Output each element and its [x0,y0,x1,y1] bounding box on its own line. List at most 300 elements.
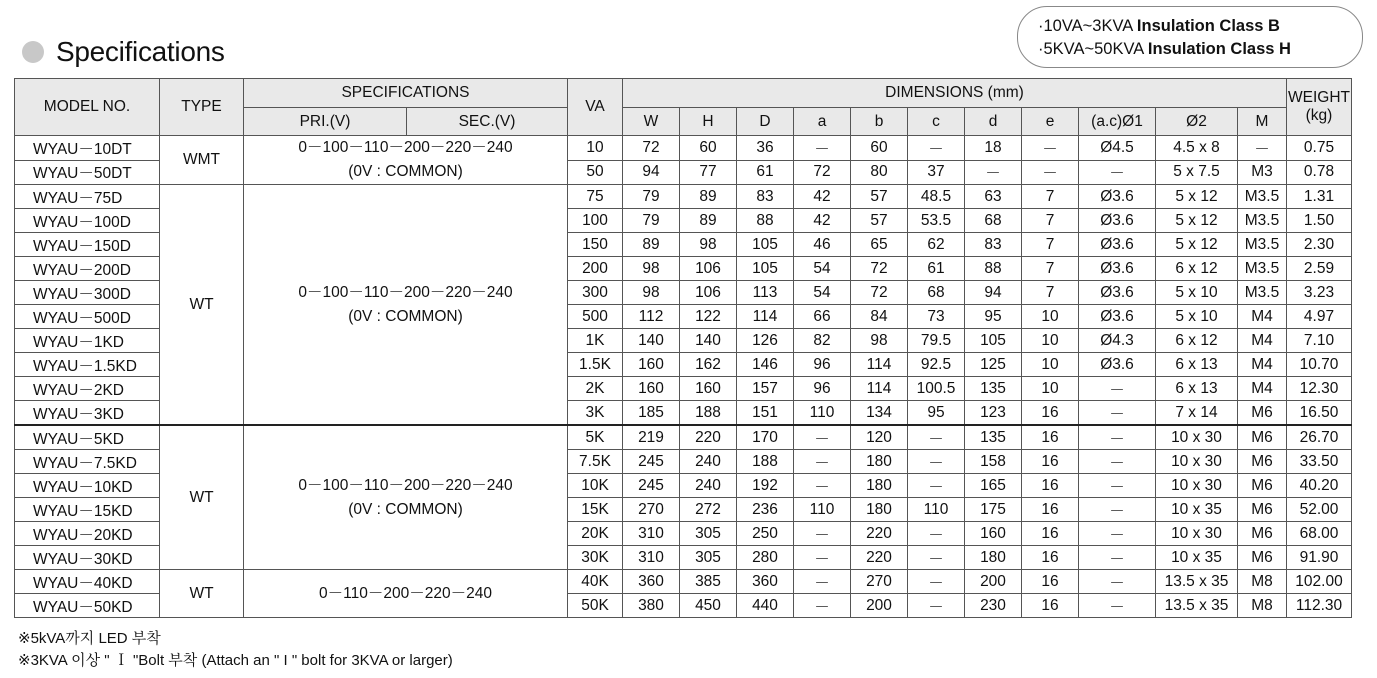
dimension-cell: 245 [623,450,680,474]
dimension-cell: 98 [680,233,737,257]
dimension-cell: M6 [1238,498,1287,522]
dimension-cell: 57 [851,209,908,233]
dimension-cell: 160 [623,353,680,377]
dimension-cell: 10 [1022,353,1079,377]
dimension-cell: 77 [680,160,737,185]
dimension-cell: 7 [1022,257,1079,281]
weight-cell: 0.75 [1287,136,1352,161]
model-no-cell: WYAU－75D [15,185,160,209]
dimension-cell: 220 [851,546,908,570]
dimension-cell: 62 [908,233,965,257]
dimension-cell: 7 [1022,233,1079,257]
va-cell: 1.5K [568,353,623,377]
header-dim-d: D [737,108,794,136]
dimension-cell: 7 [1022,209,1079,233]
dimension-cell: 270 [851,570,908,594]
model-no-cell: WYAU－10KD [15,474,160,498]
voltage-taps: 0－100－110－200－220－240 [298,139,513,156]
dimension-cell: 6 x 13 [1156,353,1238,377]
dimension-cell: 92.5 [908,353,965,377]
dimension-cell: 65 [851,233,908,257]
dimension-cell: 18 [965,136,1022,161]
dimension-cell: 42 [794,185,851,209]
va-cell: 30K [568,546,623,570]
dimension-cell: M8 [1238,594,1287,618]
header-weight [1287,79,1352,136]
header-dim-lower-d: d [965,108,1022,136]
dimension-cell: 16 [1022,474,1079,498]
dimension-cell: 151 [737,401,794,426]
dimension-cell: 114 [851,353,908,377]
footnote-led: ※5kVA까지 LED 부착 [18,630,161,647]
dimension-cell: M6 [1238,522,1287,546]
dimension-cell: 450 [680,594,737,618]
dimension-cell: 63 [965,185,1022,209]
dimension-cell: 158 [965,450,1022,474]
model-no-cell: WYAU－200D [15,257,160,281]
dimension-cell: 245 [623,474,680,498]
va-cell: 150 [568,233,623,257]
dimension-cell: 160 [965,522,1022,546]
dimension-cell: 220 [851,522,908,546]
dimension-cell: － [965,160,1022,185]
va-cell: 50K [568,594,623,618]
dimension-cell: － [1079,522,1156,546]
insulation-class-note [1017,6,1363,68]
dimension-cell: 79 [623,209,680,233]
dimension-cell: 188 [737,450,794,474]
dimension-cell: 105 [965,329,1022,353]
dimension-cell: 7 [1022,185,1079,209]
va-cell: 2K [568,377,623,401]
va-cell: 7.5K [568,450,623,474]
dimension-cell: 42 [794,209,851,233]
va-cell: 200 [568,257,623,281]
dimension-cell: － [1079,425,1156,450]
weight-cell: 91.90 [1287,546,1352,570]
type-cell: WMT [160,136,244,185]
weight-cell: 12.30 [1287,377,1352,401]
header-va: VA [568,79,623,136]
model-no-cell: WYAU－100D [15,209,160,233]
weight-cell: 0.78 [1287,160,1352,185]
dimension-cell: 13.5 x 35 [1156,570,1238,594]
dimension-cell: 5 x 7.5 [1156,160,1238,185]
dimension-cell: 54 [794,257,851,281]
dimension-cell: M8 [1238,570,1287,594]
dimension-cell: 219 [623,425,680,450]
dimension-cell: 13.5 x 35 [1156,594,1238,618]
model-no-cell: WYAU－10DT [15,136,160,161]
dimension-cell: 114 [737,305,794,329]
dimension-cell: 272 [680,498,737,522]
dimension-cell: 236 [737,498,794,522]
voltage-spec-cell [244,185,568,426]
dimension-cell: 5 x 12 [1156,185,1238,209]
dimension-cell: 98 [623,257,680,281]
type-cell: WT [160,570,244,618]
va-cell: 10K [568,474,623,498]
dimension-cell: － [794,136,851,161]
model-no-cell: WYAU－40KD [15,570,160,594]
dimension-cell: 60 [680,136,737,161]
dimension-cell: 180 [851,498,908,522]
footnotes [18,628,453,672]
dimension-cell: 280 [737,546,794,570]
dimension-cell: 88 [737,209,794,233]
note-class-2: Insulation Class H [1147,40,1291,58]
dimension-cell: 54 [794,281,851,305]
dimension-cell: Ø3.6 [1079,185,1156,209]
va-cell: 3K [568,401,623,426]
dimension-cell: 180 [965,546,1022,570]
header-weight-unit: (kg) [1305,107,1333,124]
dimension-cell: － [908,474,965,498]
dimension-cell: 165 [965,474,1022,498]
dimension-cell: M4 [1238,353,1287,377]
dimension-cell: 360 [623,570,680,594]
dimension-cell: M6 [1238,401,1287,426]
common-note: (0V : COMMON) [348,307,463,325]
va-cell: 20K [568,522,623,546]
dimension-cell: 16 [1022,401,1079,426]
table-row [15,136,1352,161]
dimension-cell: 112 [623,305,680,329]
dimension-cell: Ø4.5 [1079,136,1156,161]
header-dim-phi1: (a.c)Ø1 [1079,108,1156,136]
dimension-cell: 84 [851,305,908,329]
dimension-cell: 37 [908,160,965,185]
note-range-1: ·10VA~3KVA [1038,17,1137,35]
header-dim-b: b [851,108,908,136]
voltage-taps: 0－100－110－200－220－240 [298,476,513,494]
dimension-cell: － [794,570,851,594]
dimension-cell: 16 [1022,594,1079,618]
dimension-cell: 162 [680,353,737,377]
va-cell: 10 [568,136,623,161]
dimension-cell: 10 x 35 [1156,498,1238,522]
dimension-cell: 10 [1022,305,1079,329]
dimension-cell: － [1079,160,1156,185]
dimension-cell: 98 [623,281,680,305]
dimension-cell: 114 [851,377,908,401]
table-row [15,570,1352,594]
dimension-cell: － [1079,377,1156,401]
voltage-spec-cell [244,136,568,185]
dimension-cell: 68 [908,281,965,305]
dimension-cell: 310 [623,522,680,546]
dimension-cell: － [908,546,965,570]
dimension-cell: － [1079,401,1156,426]
model-no-cell: WYAU－5KD [15,425,160,450]
dimension-cell: 10 [1022,329,1079,353]
weight-cell: 102.00 [1287,570,1352,594]
dimension-cell: 57 [851,185,908,209]
dimension-cell: 110 [794,498,851,522]
dimension-cell: 100.5 [908,377,965,401]
header-dim-c: c [908,108,965,136]
dimension-cell: Ø4.3 [1079,329,1156,353]
dimension-cell: 72 [851,281,908,305]
dimension-cell: M4 [1238,305,1287,329]
weight-cell: 112.30 [1287,594,1352,618]
weight-cell: 1.50 [1287,209,1352,233]
dimension-cell: 360 [737,570,794,594]
specifications-table [14,78,1352,618]
dimension-cell: Ø3.6 [1079,209,1156,233]
header-type: TYPE [160,79,244,136]
header-dimensions: DIMENSIONS (mm) [623,79,1287,108]
header-weight-label: WEIGHT [1288,89,1350,106]
model-no-cell: WYAU－7.5KD [15,450,160,474]
dimension-cell: 16 [1022,546,1079,570]
dimension-cell: 4.5 x 8 [1156,136,1238,161]
table-row [15,425,1352,450]
dimension-cell: 89 [680,209,737,233]
dimension-cell: 200 [965,570,1022,594]
dimension-cell: 135 [965,425,1022,450]
dimension-cell: 73 [908,305,965,329]
dimension-cell: 53.5 [908,209,965,233]
dimension-cell: Ø3.6 [1079,305,1156,329]
insulation-note-line-2 [1038,38,1362,61]
dimension-cell: 160 [623,377,680,401]
dimension-cell: 48.5 [908,185,965,209]
header-dim-h: H [680,108,737,136]
dimension-cell: M3.5 [1238,185,1287,209]
dimension-cell: 185 [623,401,680,426]
dimension-cell: － [794,450,851,474]
va-cell: 5K [568,425,623,450]
common-note: (0V : COMMON) [348,500,463,518]
dimension-cell: M3.5 [1238,257,1287,281]
model-no-cell: WYAU－2KD [15,377,160,401]
dimension-cell: 380 [623,594,680,618]
va-cell: 1K [568,329,623,353]
dimension-cell: 170 [737,425,794,450]
dimension-cell: 240 [680,474,737,498]
weight-cell: 4.97 [1287,305,1352,329]
dimension-cell: M4 [1238,377,1287,401]
dimension-cell: 110 [794,401,851,426]
dimension-cell: 82 [794,329,851,353]
dimension-cell: M3.5 [1238,281,1287,305]
dimension-cell: 305 [680,522,737,546]
weight-cell: 40.20 [1287,474,1352,498]
dimension-cell: 106 [680,257,737,281]
dimension-cell: 16 [1022,425,1079,450]
dimension-cell: 7 x 14 [1156,401,1238,426]
dimension-cell: 61 [737,160,794,185]
va-cell: 300 [568,281,623,305]
dimension-cell: 16 [1022,570,1079,594]
dimension-cell: 240 [680,450,737,474]
header-sec: SEC.(V) [407,108,568,136]
dimension-cell: M4 [1238,329,1287,353]
dimension-cell: 72 [794,160,851,185]
dimension-cell: 89 [680,185,737,209]
page-title [22,36,225,68]
model-no-cell: WYAU－30KD [15,546,160,570]
header-model-no: MODEL NO. [15,79,160,136]
model-no-cell: WYAU－1KD [15,329,160,353]
dimension-cell: 66 [794,305,851,329]
dimension-cell: M6 [1238,474,1287,498]
dimension-cell: M3 [1238,160,1287,185]
weight-cell: 10.70 [1287,353,1352,377]
dimension-cell: 96 [794,353,851,377]
dimension-cell: 16 [1022,498,1079,522]
model-no-cell: WYAU－20KD [15,522,160,546]
dimension-cell: 16 [1022,450,1079,474]
va-cell: 75 [568,185,623,209]
note-range-2: ·5KVA~50KVA [1038,40,1148,58]
dimension-cell: 5 x 12 [1156,209,1238,233]
dimension-cell: － [1238,136,1287,161]
dimension-cell: 61 [908,257,965,281]
dimension-cell: 106 [680,281,737,305]
va-cell: 15K [568,498,623,522]
dimension-cell: － [794,546,851,570]
weight-cell: 2.59 [1287,257,1352,281]
dimension-cell: 180 [851,450,908,474]
dimension-cell: 60 [851,136,908,161]
dimension-cell: － [1079,474,1156,498]
dimension-cell: － [794,425,851,450]
table-row [15,185,1352,209]
dimension-cell: Ø3.6 [1079,233,1156,257]
dimension-cell: 94 [965,281,1022,305]
dimension-cell: Ø3.6 [1079,281,1156,305]
footnote-bolt: ※3KVA 이상 " Ｉ "Bolt 부착 (Attach an " I " bolt for 3KVA or larger) [18,652,453,669]
dimension-cell: 68 [965,209,1022,233]
model-no-cell: WYAU－3KD [15,401,160,426]
dimension-cell: 89 [623,233,680,257]
dimension-cell: 125 [965,353,1022,377]
dimension-cell: － [908,570,965,594]
dimension-cell: 88 [965,257,1022,281]
dimension-cell: 10 x 30 [1156,474,1238,498]
weight-cell: 68.00 [1287,522,1352,546]
dimension-cell: 134 [851,401,908,426]
dimension-cell: 188 [680,401,737,426]
dimension-cell: 385 [680,570,737,594]
dimension-cell: － [908,136,965,161]
dimension-cell: － [1022,160,1079,185]
dimension-cell: 230 [965,594,1022,618]
dimension-cell: 10 [1022,377,1079,401]
model-no-cell: WYAU－50KD [15,594,160,618]
model-no-cell: WYAU－500D [15,305,160,329]
weight-cell: 16.50 [1287,401,1352,426]
bullet-circle-icon [22,41,44,63]
model-no-cell: WYAU－300D [15,281,160,305]
dimension-cell: 10 x 35 [1156,546,1238,570]
dimension-cell: 83 [737,185,794,209]
dimension-cell: － [908,450,965,474]
dimension-cell: Ø3.6 [1079,257,1156,281]
dimension-cell: 220 [680,425,737,450]
dimension-cell: 7 [1022,281,1079,305]
header-dim-w: W [623,108,680,136]
dimension-cell: 6 x 12 [1156,257,1238,281]
dimension-cell: 440 [737,594,794,618]
dimension-cell: － [1079,546,1156,570]
dimension-cell: 123 [965,401,1022,426]
dimension-cell: 5 x 10 [1156,305,1238,329]
dimension-cell: 140 [623,329,680,353]
weight-cell: 33.50 [1287,450,1352,474]
dimension-cell: 105 [737,257,794,281]
dimension-cell: 6 x 13 [1156,377,1238,401]
dimension-cell: － [908,425,965,450]
dimension-cell: 113 [737,281,794,305]
weight-cell: 26.70 [1287,425,1352,450]
dimension-cell: M6 [1238,425,1287,450]
note-class-1: Insulation Class B [1136,17,1280,35]
voltage-taps: 0－100－110－200－220－240 [298,283,513,301]
dimension-cell: 146 [737,353,794,377]
model-no-cell: WYAU－50DT [15,160,160,185]
dimension-cell: － [1079,450,1156,474]
model-no-cell: WYAU－150D [15,233,160,257]
dimension-cell: 80 [851,160,908,185]
common-note: (0V : COMMON) [348,163,463,180]
dimension-cell: 10 x 30 [1156,522,1238,546]
va-cell: 500 [568,305,623,329]
dimension-cell: 135 [965,377,1022,401]
dimension-cell: － [794,594,851,618]
dimension-cell: 95 [908,401,965,426]
dimension-cell: M3.5 [1238,233,1287,257]
dimension-cell: 94 [623,160,680,185]
dimension-cell: － [1022,136,1079,161]
va-cell: 50 [568,160,623,185]
weight-cell: 1.31 [1287,185,1352,209]
dimension-cell: 200 [851,594,908,618]
voltage-taps: 0－110－200－220－240 [319,584,492,602]
dimension-cell: － [1079,594,1156,618]
dimension-cell: M6 [1238,546,1287,570]
dimension-cell: 305 [680,546,737,570]
specifications-table-body [15,136,1352,618]
dimension-cell: 72 [851,257,908,281]
header-dim-m: M [1238,108,1287,136]
header-dim-e: e [1022,108,1079,136]
dimension-cell: 98 [851,329,908,353]
dimension-cell: M3.5 [1238,209,1287,233]
dimension-cell: 79.5 [908,329,965,353]
va-cell: 40K [568,570,623,594]
dimension-cell: 5 x 12 [1156,233,1238,257]
dimension-cell: Ø3.6 [1079,353,1156,377]
dimension-cell: 250 [737,522,794,546]
header-specifications: SPECIFICATIONS [244,79,568,108]
weight-cell: 2.30 [1287,233,1352,257]
weight-cell: 3.23 [1287,281,1352,305]
dimension-cell: － [1079,498,1156,522]
dimension-cell: 110 [908,498,965,522]
model-no-cell: WYAU－1.5KD [15,353,160,377]
dimension-cell: － [1079,570,1156,594]
va-cell: 100 [568,209,623,233]
dimension-cell: 310 [623,546,680,570]
type-cell: WT [160,425,244,570]
insulation-note-line-1 [1038,15,1362,38]
page-title-text: Specifications [56,36,225,67]
dimension-cell: 96 [794,377,851,401]
dimension-cell: 16 [1022,522,1079,546]
